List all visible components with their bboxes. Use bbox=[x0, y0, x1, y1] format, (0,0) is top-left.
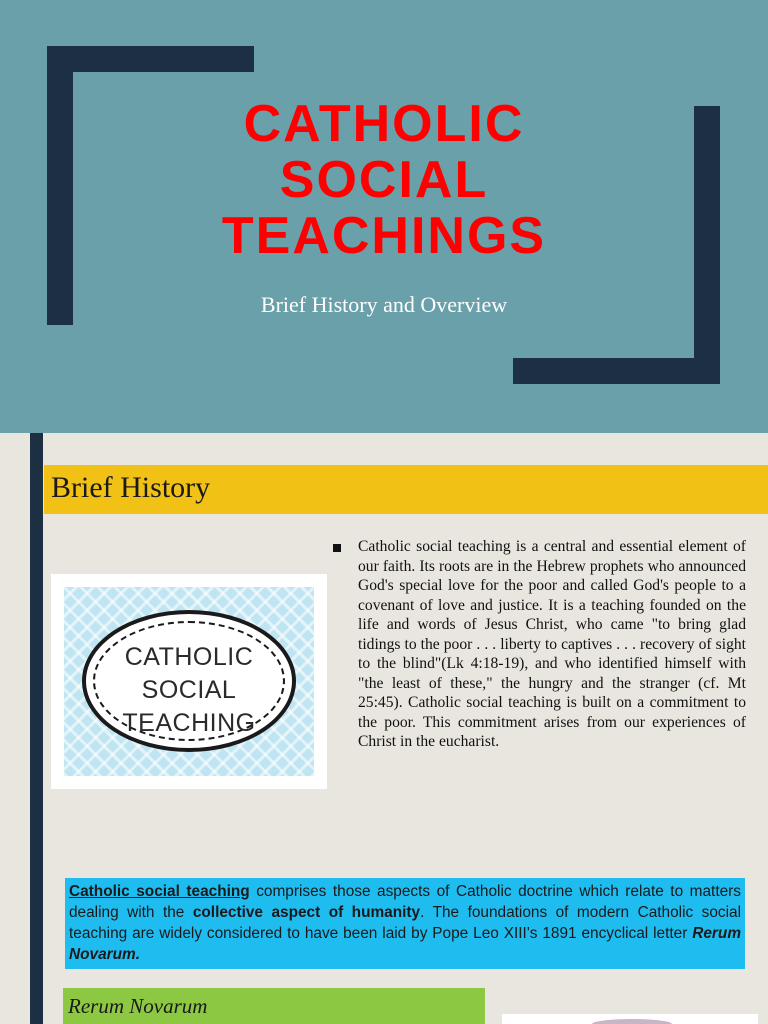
badge-text-line: SOCIAL bbox=[141, 676, 237, 704]
definition-bold-phrase: collective aspect of humanity bbox=[192, 904, 421, 921]
title-slide bbox=[0, 0, 768, 433]
frame-bracket-top-left bbox=[47, 46, 254, 72]
definition-box bbox=[65, 878, 745, 969]
section-heading: Rerum Novarum bbox=[68, 994, 208, 1018]
badge-text-line: CATHOLIC bbox=[124, 643, 254, 671]
badge-text-line: TEACHING bbox=[122, 709, 256, 737]
definition-slide bbox=[0, 866, 768, 1024]
definition-text-part: comprises those aspects of Catholic doctrine which relate to matters dealing with the bbox=[69, 883, 741, 921]
title-line: SOCIAL bbox=[279, 151, 489, 209]
badge-text bbox=[86, 641, 292, 740]
slide-subtitle: Brief History and Overview bbox=[260, 292, 508, 317]
encyclical-title: Rerum Novarum. bbox=[69, 925, 741, 963]
image-fragment bbox=[592, 1019, 672, 1024]
rerum-novarum-image bbox=[502, 1014, 758, 1024]
left-accent-bar bbox=[30, 433, 43, 866]
catholic-social-teaching-image bbox=[51, 574, 327, 789]
cst-link[interactable]: Catholic social teaching bbox=[69, 883, 250, 900]
history-paragraph: Catholic social teaching is a central and essential element of our faith. Its roots are in the Hebrew prophets who announced God's special love for the poor and called God's people to a covenant of love and justice. It is a teaching founded on the life and words of Jesus Christ, who came "to bring glad tidings to the poor . . . liberty to captives . . . recovery of sight to the blind"(Lk 4:18-19), and who identified himself with "the least of these," the hungry and the stranger (cf. Mt 25:45). Catholic social teaching is built on a commitment to the poor. This commitment arises from our experiences of Christ in the eucharist. bbox=[358, 538, 746, 750]
slide-title bbox=[0, 96, 768, 264]
chevron-pattern-background bbox=[64, 587, 314, 776]
frame-bracket-bottom-right bbox=[513, 358, 720, 384]
title-line: TEACHINGS bbox=[221, 207, 547, 265]
section-heading: Brief History bbox=[51, 471, 211, 504]
definition-text-part: . The foundations of modern Catholic social teaching are widely considered to have been laid by Pope Leo XIII's 1891 encyclical letter bbox=[69, 904, 742, 942]
oval-badge bbox=[82, 610, 296, 752]
left-accent-bar bbox=[30, 866, 43, 1024]
brief-history-slide bbox=[0, 433, 768, 866]
definition-paragraph bbox=[69, 881, 741, 965]
square-bullet-icon bbox=[333, 544, 341, 552]
title-line: CATHOLIC bbox=[243, 95, 525, 153]
